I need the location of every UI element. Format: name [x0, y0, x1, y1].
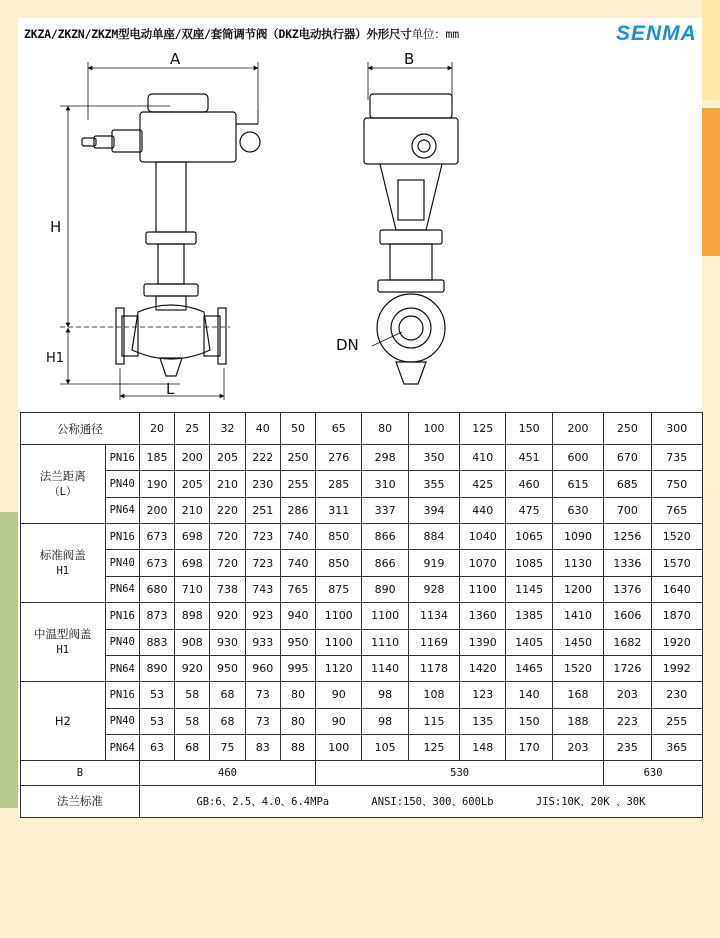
value-cell: 311 — [316, 497, 362, 523]
value-cell: 1100 — [316, 603, 362, 629]
table-row — [21, 734, 703, 761]
pressure-class: PN40 — [105, 550, 139, 576]
value-cell: 105 — [362, 734, 408, 761]
value-cell: 698 — [175, 550, 210, 576]
value-cell: 285 — [316, 471, 362, 497]
value-cell: 866 — [362, 524, 408, 550]
b-value-medium: 530 — [316, 761, 604, 785]
value-cell: 883 — [139, 629, 174, 655]
value-cell: 873 — [139, 603, 174, 629]
value-cell: 670 — [604, 445, 651, 471]
value-cell: 1256 — [604, 524, 651, 550]
size-cell: 300 — [651, 413, 702, 445]
value-cell: 58 — [175, 682, 210, 708]
table-row — [21, 445, 703, 471]
value-cell: 73 — [245, 708, 280, 734]
value-cell: 355 — [408, 471, 459, 497]
size-cell: 150 — [506, 413, 552, 445]
value-cell: 740 — [280, 550, 315, 576]
value-cell: 875 — [316, 576, 362, 602]
value-cell: 1100 — [362, 603, 408, 629]
value-cell: 190 — [139, 471, 174, 497]
value-cell: 1065 — [506, 524, 552, 550]
value-cell: 68 — [175, 734, 210, 761]
value-cell: 88 — [280, 734, 315, 761]
value-cell: 1726 — [604, 655, 651, 681]
value-cell: 276 — [316, 445, 362, 471]
value-cell: 1090 — [552, 524, 603, 550]
value-cell: 1520 — [651, 524, 702, 550]
value-cell: 928 — [408, 576, 459, 602]
dim-dn-label: DN — [336, 336, 359, 354]
value-cell: 1200 — [552, 576, 603, 602]
value-cell: 673 — [139, 550, 174, 576]
pressure-class: PN64 — [105, 497, 139, 523]
pressure-class: PN64 — [105, 655, 139, 681]
table-row — [21, 524, 703, 550]
value-cell: 1405 — [506, 629, 552, 655]
value-cell: 1040 — [460, 524, 506, 550]
value-cell: 200 — [175, 445, 210, 471]
value-cell: 1570 — [651, 550, 702, 576]
value-cell: 723 — [245, 550, 280, 576]
value-cell: 250 — [280, 445, 315, 471]
value-cell: 460 — [506, 471, 552, 497]
value-cell: 170 — [506, 734, 552, 761]
value-cell: 1450 — [552, 629, 603, 655]
value-cell: 720 — [210, 550, 245, 576]
value-cell: 451 — [506, 445, 552, 471]
value-cell: 738 — [210, 576, 245, 602]
value-cell: 1130 — [552, 550, 603, 576]
value-cell: 685 — [604, 471, 651, 497]
value-cell: 710 — [175, 576, 210, 602]
group-label — [21, 524, 106, 603]
value-cell: 1110 — [362, 629, 408, 655]
size-cell: 80 — [362, 413, 408, 445]
value-cell: 115 — [408, 708, 459, 734]
value-cell: 1682 — [604, 629, 651, 655]
value-cell: 720 — [210, 524, 245, 550]
value-cell: 1100 — [316, 629, 362, 655]
pressure-class: PN16 — [105, 524, 139, 550]
value-cell: 908 — [175, 629, 210, 655]
b-value-small: 460 — [139, 761, 315, 785]
value-cell: 205 — [175, 471, 210, 497]
value-cell: 100 — [316, 734, 362, 761]
value-cell: 108 — [408, 682, 459, 708]
size-cell: 250 — [604, 413, 651, 445]
value-cell: 135 — [460, 708, 506, 734]
size-cell: 32 — [210, 413, 245, 445]
table-row — [21, 708, 703, 734]
value-cell: 222 — [245, 445, 280, 471]
value-cell: 425 — [460, 471, 506, 497]
value-cell: 1178 — [408, 655, 459, 681]
value-cell: 90 — [316, 682, 362, 708]
value-cell: 680 — [139, 576, 174, 602]
value-cell: 740 — [280, 524, 315, 550]
table-row — [21, 497, 703, 523]
size-cell: 50 — [280, 413, 315, 445]
value-cell: 230 — [245, 471, 280, 497]
value-cell: 168 — [552, 682, 603, 708]
b-value-large: 630 — [604, 761, 703, 785]
group-label-sub: H1 — [56, 565, 70, 578]
value-cell: 1920 — [651, 629, 702, 655]
nominal-size-row — [21, 413, 703, 445]
table-body — [21, 413, 703, 761]
value-cell: 1169 — [408, 629, 459, 655]
size-cell: 100 — [408, 413, 459, 445]
value-cell: 950 — [210, 655, 245, 681]
value-cell: 205 — [210, 445, 245, 471]
edge-stripe-mid — [702, 258, 720, 488]
value-cell: 440 — [460, 497, 506, 523]
value-cell: 98 — [362, 682, 408, 708]
value-cell: 53 — [139, 682, 174, 708]
value-cell: 960 — [245, 655, 280, 681]
value-cell: 80 — [280, 682, 315, 708]
value-cell: 83 — [245, 734, 280, 761]
value-cell: 394 — [408, 497, 459, 523]
group-label-main: H2 — [54, 714, 71, 729]
size-cell: 40 — [245, 413, 280, 445]
value-cell: 1640 — [651, 576, 702, 602]
value-cell: 933 — [245, 629, 280, 655]
side-view — [60, 62, 260, 400]
value-cell: 920 — [210, 603, 245, 629]
value-cell: 210 — [210, 471, 245, 497]
b-label: B — [21, 761, 140, 785]
table-row — [21, 576, 703, 602]
value-cell: 310 — [362, 471, 408, 497]
value-cell: 123 — [460, 682, 506, 708]
value-cell: 255 — [651, 708, 702, 734]
pressure-class: PN40 — [105, 629, 139, 655]
table-footer — [21, 761, 703, 818]
brand-logo: SENMA — [616, 22, 697, 45]
value-cell: 1376 — [604, 576, 651, 602]
value-cell: 765 — [280, 576, 315, 602]
unit-note: 单位：mm — [411, 27, 460, 41]
value-cell: 673 — [139, 524, 174, 550]
flange-standard-label: 法兰标准 — [21, 785, 140, 817]
table-row — [21, 655, 703, 681]
value-cell: 410 — [460, 445, 506, 471]
value-cell: 80 — [280, 708, 315, 734]
value-cell: 230 — [651, 682, 702, 708]
dim-h-label: H — [50, 218, 62, 236]
value-cell: 920 — [175, 655, 210, 681]
value-cell: 923 — [245, 603, 280, 629]
pressure-class: PN40 — [105, 708, 139, 734]
table-row — [21, 629, 703, 655]
value-cell: 1336 — [604, 550, 651, 576]
group-label-sub: H1 — [56, 644, 70, 657]
dimension-labels — [46, 50, 414, 398]
value-cell: 1465 — [506, 655, 552, 681]
value-cell: 1085 — [506, 550, 552, 576]
value-cell: 1606 — [604, 603, 651, 629]
dimension-table — [20, 412, 703, 818]
dim-a-label: A — [170, 50, 181, 68]
value-cell: 700 — [604, 497, 651, 523]
size-cell: 125 — [460, 413, 506, 445]
value-cell: 90 — [316, 708, 362, 734]
group-label — [21, 682, 106, 761]
pressure-class: PN40 — [105, 471, 139, 497]
pressure-class: PN64 — [105, 734, 139, 761]
value-cell: 890 — [362, 576, 408, 602]
value-cell: 185 — [139, 445, 174, 471]
value-cell: 98 — [362, 708, 408, 734]
value-cell: 68 — [210, 708, 245, 734]
value-cell: 930 — [210, 629, 245, 655]
value-cell: 235 — [604, 734, 651, 761]
value-cell: 63 — [139, 734, 174, 761]
value-cell: 1390 — [460, 629, 506, 655]
group-label-main: 标准阀盖 — [39, 548, 86, 563]
value-cell: 866 — [362, 550, 408, 576]
group-label-sub: （L） — [49, 486, 77, 499]
dim-b-label: B — [404, 50, 415, 68]
value-cell: 298 — [362, 445, 408, 471]
value-cell: 365 — [651, 734, 702, 761]
group-label-main: 中温型阀盖 — [34, 627, 92, 642]
value-cell: 1420 — [460, 655, 506, 681]
value-cell: 337 — [362, 497, 408, 523]
value-cell: 743 — [245, 576, 280, 602]
value-cell: 1520 — [552, 655, 603, 681]
value-cell: 940 — [280, 603, 315, 629]
value-cell: 735 — [651, 445, 702, 471]
value-cell: 125 — [408, 734, 459, 761]
flange-standard-row — [21, 785, 703, 817]
value-cell: 223 — [604, 708, 651, 734]
value-cell: 850 — [316, 550, 362, 576]
value-cell: 140 — [506, 682, 552, 708]
edge-stripe-green — [0, 512, 18, 808]
value-cell: 1385 — [506, 603, 552, 629]
value-cell: 995 — [280, 655, 315, 681]
jis-standard: JIS:10K、20K 、30K — [535, 795, 646, 808]
value-cell: 1410 — [552, 603, 603, 629]
nominal-size-header: 公称通径 — [21, 413, 140, 445]
value-cell: 1360 — [460, 603, 506, 629]
value-cell: 890 — [139, 655, 174, 681]
value-cell: 898 — [175, 603, 210, 629]
value-cell: 150 — [506, 708, 552, 734]
value-cell: 203 — [604, 682, 651, 708]
front-view — [364, 62, 458, 384]
dim-h1-label: H1 — [46, 351, 65, 366]
value-cell: 698 — [175, 524, 210, 550]
table-row — [21, 682, 703, 708]
value-cell: 203 — [552, 734, 603, 761]
table-row — [21, 471, 703, 497]
value-cell: 1992 — [651, 655, 702, 681]
value-cell: 1870 — [651, 603, 702, 629]
table-row — [21, 603, 703, 629]
value-cell: 350 — [408, 445, 459, 471]
title-text: ZKZA/ZKZN/ZKZM型电动单座/双座/套筒调节阀（DKZ电动执行器）外形尺寸 — [24, 27, 412, 41]
pressure-class: PN16 — [105, 445, 139, 471]
value-cell: 1145 — [506, 576, 552, 602]
value-cell: 884 — [408, 524, 459, 550]
value-cell: 723 — [245, 524, 280, 550]
pressure-class: PN16 — [105, 603, 139, 629]
value-cell: 600 — [552, 445, 603, 471]
value-cell: 286 — [280, 497, 315, 523]
value-cell: 188 — [552, 708, 603, 734]
ansi-standard: ANSI:150、300、600Lb — [371, 795, 494, 808]
value-cell: 148 — [460, 734, 506, 761]
value-cell: 1120 — [316, 655, 362, 681]
value-cell: 1100 — [460, 576, 506, 602]
value-cell: 1070 — [460, 550, 506, 576]
flange-standard-values — [139, 785, 702, 817]
group-label — [21, 603, 106, 682]
edge-stripe-orange — [702, 108, 720, 256]
size-cell: 25 — [175, 413, 210, 445]
value-cell: 220 — [210, 497, 245, 523]
page-title — [24, 26, 459, 42]
valve-drawing — [20, 50, 690, 410]
b-row — [21, 761, 703, 785]
value-cell: 630 — [552, 497, 603, 523]
size-cell: 200 — [552, 413, 603, 445]
size-cell: 65 — [316, 413, 362, 445]
pressure-class: PN64 — [105, 576, 139, 602]
value-cell: 765 — [651, 497, 702, 523]
size-cell: 20 — [139, 413, 174, 445]
edge-stripe-top — [702, 0, 720, 100]
value-cell: 68 — [210, 682, 245, 708]
value-cell: 919 — [408, 550, 459, 576]
value-cell: 255 — [280, 471, 315, 497]
value-cell: 73 — [245, 682, 280, 708]
pressure-class: PN16 — [105, 682, 139, 708]
gb-standard: GB:6、2.5、4.0、6.4MPa — [196, 795, 330, 808]
value-cell: 1134 — [408, 603, 459, 629]
value-cell: 53 — [139, 708, 174, 734]
value-cell: 210 — [175, 497, 210, 523]
value-cell: 200 — [139, 497, 174, 523]
value-cell: 950 — [280, 629, 315, 655]
value-cell: 251 — [245, 497, 280, 523]
value-cell: 75 — [210, 734, 245, 761]
group-label-main: 法兰距离 — [39, 469, 86, 484]
value-cell: 1140 — [362, 655, 408, 681]
value-cell: 475 — [506, 497, 552, 523]
table-row — [21, 550, 703, 576]
dim-l-label: L — [166, 380, 175, 398]
value-cell: 58 — [175, 708, 210, 734]
group-label — [21, 445, 106, 524]
value-cell: 615 — [552, 471, 603, 497]
value-cell: 750 — [651, 471, 702, 497]
value-cell: 850 — [316, 524, 362, 550]
